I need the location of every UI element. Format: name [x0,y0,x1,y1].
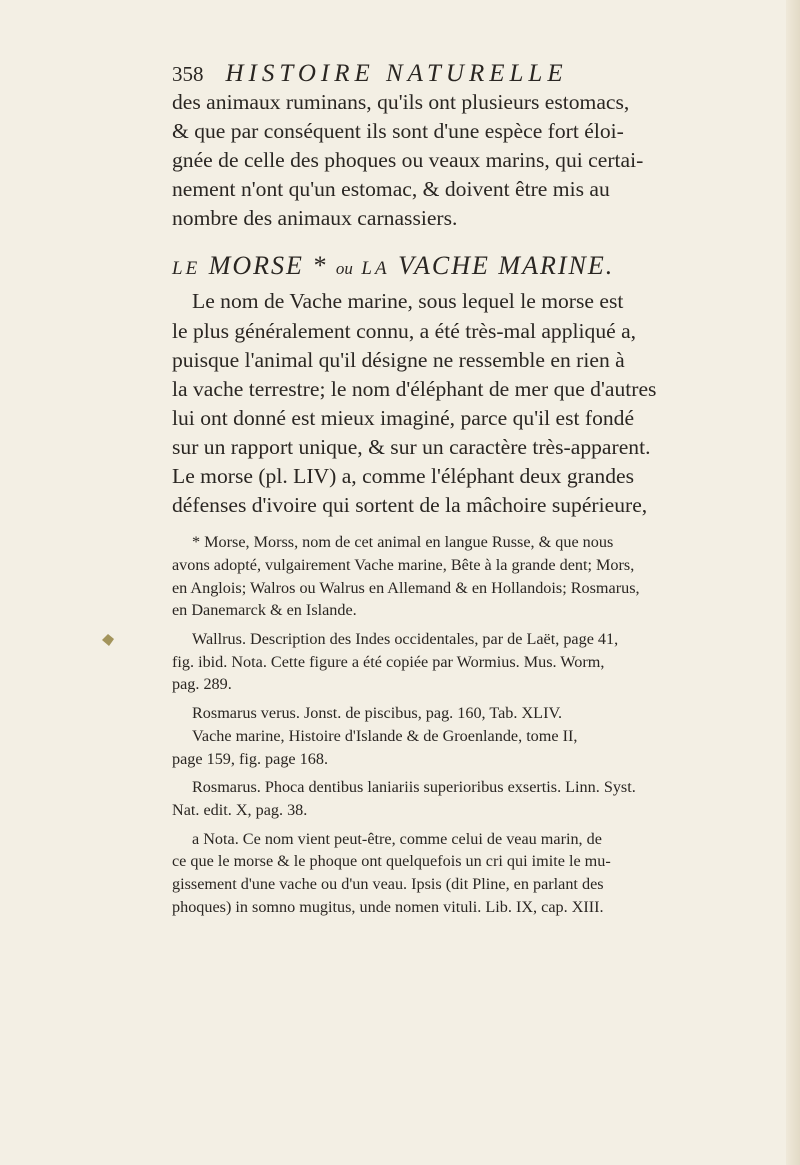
page-edge [786,0,800,1165]
footnote-line: pag. 289. [172,675,232,694]
ink-blot-icon [100,632,116,648]
main-paragraph [172,287,732,520]
text-line: le plus généralement connu, a été très-mal appliqué a, [172,318,637,343]
footnote-line: avons adopté, vulgairement Vache marine, Bête à la grande dent; Mors, [172,555,635,574]
text-line: puisque l'animal qu'il désigne ne ressemble en rien à [172,347,625,372]
footnote-line: fig. ibid. Nota. Cette figure a été copiée par Wormius. Mus. Worm, [172,652,605,671]
footnote-line: page 159, fig. page 168. [172,749,328,768]
text-line: nombre des animaux carnassiers. [172,206,458,231]
footnote-line: Rosmarus verus. Jonst. de piscibus, pag. 160, Tab. XLIV. [192,704,563,723]
page-number: 358 [172,62,204,86]
text-line: gnée de celle des phoques ou veaux marins, qui certai- [172,148,644,173]
page-header [172,60,732,88]
text-line: lui ont donné est mieux imaginé, parce qu'il est fondé [172,405,635,430]
footnotes [172,531,732,918]
text-line: Le morse (pl. LIV) a, comme l'éléphant deux grandes [172,464,634,489]
text-line: & que par conséquent ils sont d'une espèce fort éloi- [172,119,624,144]
text-line: Le nom de Vache marine, sous lequel le morse est [192,289,624,314]
section-title: LE MORSE * ou LA VACHE MARINE. [172,251,615,281]
text-line: sur un rapport unique, & sur un caractère très-apparent. [172,434,651,459]
text-line: nement n'ont qu'un estomac, & doivent être mis au [172,177,610,202]
footnote-line: * Morse, Morss, nom de cet animal en langue Russe, & que nous [192,533,614,552]
text-line: défenses d'ivoire qui sortent de la mâchoire supérieure, [172,493,648,518]
footnote-line: ce que le morse & le phoque ont quelquefois un cri qui imite le mu- [172,852,611,871]
intro-paragraph [172,88,732,233]
footnote-line: gissement d'une vache ou d'un veau. Ipsis (dit Pline, en parlant des [172,875,604,894]
footnote-line: phoques) in somno mugitus, unde nomen vituli. Lib. IX, cap. XIII. [172,897,604,916]
footnote-line: Vache marine, Histoire d'Islande & de Groenlande, tome II, [192,726,578,745]
footnote-line: en Anglois; Walros ou Walrus en Allemand & en Hollandois; Rosmarus, [172,578,640,597]
footnote-line: a Nota. Ce nom vient peut-être, comme celui de veau marin, de [192,829,602,848]
footnote-line: Nat. edit. X, pag. 38. [172,800,308,819]
footnote-line: Rosmarus. Phoca dentibus laniariis superioribus exsertis. Linn. Syst. [192,778,636,797]
text-block [172,60,732,918]
footnote-line: Wallrus. Description des Indes occidentales, par de Laët, page 41, [192,630,619,649]
footnote-line: en Danemarck & en Islande. [172,601,357,620]
text-line: la vache terrestre; le nom d'éléphant de mer que d'autres [172,376,657,401]
text-line: des animaux ruminans, qu'ils ont plusieurs estomacs, [172,90,630,114]
running-title: HISTOIRE NATURELLE [225,60,568,87]
